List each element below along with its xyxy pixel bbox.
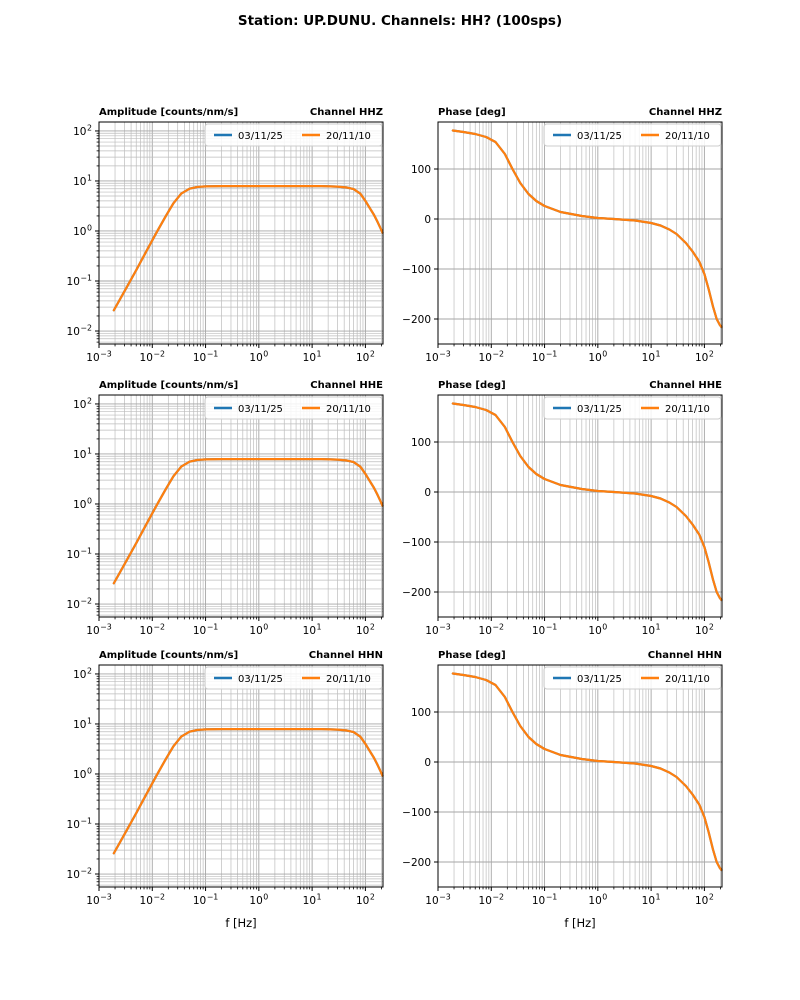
y-tick-labels bbox=[402, 164, 431, 326]
x-tick-labels bbox=[425, 350, 714, 365]
legend-label-03-11-25: 03/11/25 bbox=[577, 673, 622, 685]
figure-title: Station: UP.DUNU. Channels: HH? (100sps) bbox=[237, 13, 563, 29]
curve-20-11-10 bbox=[453, 131, 722, 328]
x-tick-label: $10^2$ bbox=[355, 349, 375, 364]
x-tick-label: $10^1$ bbox=[302, 622, 322, 637]
x-tick-label: $10^{-3}$ bbox=[425, 349, 451, 364]
legend-label-03-11-25: 03/11/25 bbox=[577, 403, 622, 415]
x-tick-labels bbox=[86, 623, 375, 638]
x-tick-label: $10^{-2}$ bbox=[139, 349, 166, 364]
grid bbox=[438, 665, 722, 887]
x-tick-label: $10^{-2}$ bbox=[478, 892, 505, 907]
x-tick-label: $10^{-2}$ bbox=[139, 892, 166, 907]
x-tick-label: $10^0$ bbox=[249, 892, 269, 907]
x-tick-label: $10^2$ bbox=[694, 349, 714, 364]
y-tick-label: $10^0$ bbox=[73, 223, 92, 238]
chart-phase-hhe bbox=[402, 380, 722, 637]
y-tick-label: $10^{-1}$ bbox=[66, 273, 92, 288]
x-tick-label: $10^0$ bbox=[588, 892, 608, 907]
y-tick-label: −200 bbox=[402, 856, 431, 869]
y-tick-labels bbox=[67, 123, 92, 338]
grid bbox=[99, 122, 383, 344]
x-tick-label: $10^1$ bbox=[641, 349, 661, 364]
legend-label-03-11-25: 03/11/25 bbox=[238, 130, 283, 142]
x-tick-label: $10^{-3}$ bbox=[86, 892, 112, 907]
axes-title-left: Phase [deg] bbox=[438, 107, 506, 118]
axis-ticks bbox=[434, 712, 720, 891]
y-tick-label: 0 bbox=[424, 756, 431, 769]
axes-title-right: Channel HHN bbox=[308, 650, 383, 661]
legend-label-03-11-25: 03/11/25 bbox=[577, 130, 622, 142]
legend bbox=[205, 397, 382, 419]
axis-ticks bbox=[434, 442, 720, 621]
y-tick-label: $10^{-1}$ bbox=[66, 546, 92, 561]
axes-title-right: Channel HHE bbox=[649, 380, 722, 391]
axes-title-left: Phase [deg] bbox=[438, 650, 506, 661]
y-tick-label: 100 bbox=[410, 163, 431, 176]
legend-label-20-11-10: 20/11/10 bbox=[326, 403, 371, 415]
y-tick-label: $10^1$ bbox=[73, 446, 92, 461]
x-tick-label: $10^2$ bbox=[694, 892, 714, 907]
axis-spine bbox=[438, 122, 722, 344]
axes-title-left: Amplitude [counts/nm/s] bbox=[99, 380, 239, 391]
x-tick-label: $10^{-1}$ bbox=[192, 622, 219, 637]
axis-ticks bbox=[95, 674, 381, 891]
y-tick-label: −200 bbox=[402, 313, 431, 326]
y-tick-label: 0 bbox=[424, 486, 431, 499]
curve-20-11-10 bbox=[453, 404, 722, 601]
y-tick-label: $10^2$ bbox=[73, 666, 92, 681]
curve-03-11-25 bbox=[114, 729, 383, 853]
axes-title-left: Phase [deg] bbox=[438, 380, 506, 391]
axis-ticks bbox=[95, 404, 381, 621]
chart-amplitude-hhz bbox=[67, 107, 383, 364]
legend-label-20-11-10: 20/11/10 bbox=[665, 403, 710, 415]
x-tick-label: $10^0$ bbox=[249, 622, 269, 637]
grid bbox=[99, 395, 383, 617]
y-tick-label: −200 bbox=[402, 586, 431, 599]
legend-label-20-11-10: 20/11/10 bbox=[665, 673, 710, 685]
curve-20-11-10 bbox=[453, 674, 722, 871]
y-tick-label: $10^1$ bbox=[73, 716, 92, 731]
axis-spine bbox=[438, 395, 722, 617]
x-tick-label: $10^1$ bbox=[641, 892, 661, 907]
x-tick-label: $10^{-1}$ bbox=[531, 349, 558, 364]
legend bbox=[544, 397, 721, 419]
y-tick-label: $10^{-1}$ bbox=[66, 816, 92, 831]
chart-amplitude-hhe bbox=[67, 380, 384, 637]
y-tick-label: $10^2$ bbox=[73, 396, 92, 411]
curve-03-11-25 bbox=[453, 131, 722, 328]
x-tick-labels bbox=[86, 350, 375, 365]
grid bbox=[438, 395, 722, 617]
axes-title-left: Amplitude [counts/nm/s] bbox=[99, 107, 239, 118]
y-tick-labels bbox=[402, 437, 431, 599]
chart-amplitude-hhn bbox=[67, 650, 383, 930]
y-tick-label: −100 bbox=[402, 536, 431, 549]
x-tick-label: $10^0$ bbox=[588, 622, 608, 637]
y-tick-label: 100 bbox=[410, 706, 431, 719]
legend bbox=[205, 124, 382, 146]
x-tick-label: $10^{-1}$ bbox=[192, 892, 219, 907]
axis-spine bbox=[438, 665, 722, 887]
legend-label-20-11-10: 20/11/10 bbox=[326, 673, 371, 685]
y-tick-labels bbox=[67, 666, 92, 881]
axes-title-left: Amplitude [counts/nm/s] bbox=[99, 650, 239, 661]
x-tick-labels bbox=[425, 893, 714, 908]
axis-ticks bbox=[434, 169, 720, 348]
curve-20-11-10 bbox=[114, 459, 383, 583]
y-tick-label: $10^{-2}$ bbox=[66, 323, 92, 338]
legend-label-20-11-10: 20/11/10 bbox=[326, 130, 371, 142]
y-tick-label: −100 bbox=[402, 806, 431, 819]
x-axis-label: f [Hz] bbox=[225, 916, 257, 930]
x-tick-label: $10^1$ bbox=[302, 349, 322, 364]
x-tick-label: $10^{-3}$ bbox=[425, 892, 451, 907]
x-tick-label: $10^{-1}$ bbox=[531, 892, 558, 907]
axis-ticks bbox=[95, 131, 381, 348]
x-tick-label: $10^1$ bbox=[641, 622, 661, 637]
y-tick-label: $10^2$ bbox=[73, 123, 92, 138]
legend bbox=[544, 667, 721, 689]
axes-title-right: Channel HHZ bbox=[648, 107, 722, 118]
x-tick-labels bbox=[425, 623, 714, 638]
legend-label-03-11-25: 03/11/25 bbox=[238, 673, 283, 685]
grid bbox=[99, 665, 383, 887]
x-tick-label: $10^{-3}$ bbox=[86, 349, 112, 364]
x-tick-label: $10^{-2}$ bbox=[478, 622, 505, 637]
x-tick-labels bbox=[86, 893, 375, 908]
curve-20-11-10 bbox=[114, 729, 383, 853]
legend-label-03-11-25: 03/11/25 bbox=[238, 403, 283, 415]
y-tick-label: $10^0$ bbox=[73, 496, 92, 511]
x-tick-label: $10^{-3}$ bbox=[425, 622, 451, 637]
x-tick-label: $10^{-1}$ bbox=[192, 349, 219, 364]
x-tick-label: $10^0$ bbox=[249, 349, 269, 364]
curve-03-11-25 bbox=[114, 459, 383, 583]
y-tick-label: $10^{-2}$ bbox=[66, 866, 92, 881]
y-tick-label: $10^1$ bbox=[73, 173, 92, 188]
y-tick-label: 100 bbox=[410, 436, 431, 449]
y-tick-label: $10^{-2}$ bbox=[66, 596, 92, 611]
curve-03-11-25 bbox=[453, 404, 722, 601]
curve-03-11-25 bbox=[453, 674, 722, 871]
chart-phase-hhz bbox=[402, 107, 722, 364]
curve-03-11-25 bbox=[114, 186, 383, 310]
axes-title-right: Channel HHZ bbox=[309, 107, 383, 118]
x-axis-label: f [Hz] bbox=[564, 916, 596, 930]
axes-title-right: Channel HHN bbox=[647, 650, 722, 661]
x-tick-label: $10^2$ bbox=[355, 622, 375, 637]
x-tick-label: $10^2$ bbox=[355, 892, 375, 907]
x-tick-label: $10^{-2}$ bbox=[139, 622, 166, 637]
axes-title-right: Channel HHE bbox=[310, 380, 383, 391]
x-tick-label: $10^{-2}$ bbox=[478, 349, 505, 364]
grid bbox=[438, 122, 722, 344]
legend-label-20-11-10: 20/11/10 bbox=[665, 130, 710, 142]
y-tick-label: 0 bbox=[424, 213, 431, 226]
legend bbox=[544, 124, 721, 146]
y-tick-labels bbox=[67, 396, 92, 611]
x-tick-label: $10^1$ bbox=[302, 892, 322, 907]
x-tick-label: $10^{-3}$ bbox=[86, 622, 112, 637]
x-tick-label: $10^{-1}$ bbox=[531, 622, 558, 637]
y-tick-label: $10^0$ bbox=[73, 766, 92, 781]
x-tick-label: $10^0$ bbox=[588, 349, 608, 364]
curve-20-11-10 bbox=[114, 186, 383, 310]
y-tick-labels bbox=[402, 707, 431, 869]
legend bbox=[205, 667, 382, 689]
chart-phase-hhn bbox=[402, 650, 722, 930]
x-tick-label: $10^2$ bbox=[694, 622, 714, 637]
y-tick-label: −100 bbox=[402, 263, 431, 276]
